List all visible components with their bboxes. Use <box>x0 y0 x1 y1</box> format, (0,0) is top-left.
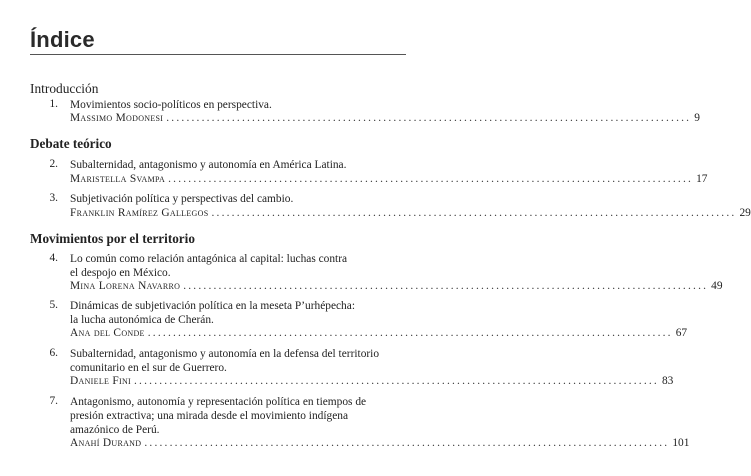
dot-leader: ........................................................................................................ <box>144 437 670 449</box>
dot-leader: ........................................................................................................ <box>147 327 673 339</box>
entry-title <box>70 98 460 112</box>
title-rule <box>30 54 406 55</box>
entry-author: Mina Lorena Navarro <box>70 280 181 292</box>
entry-title-line: Antagonismo, autonomía y representación política en tiempos de <box>70 396 367 408</box>
dot-leader: ........................................................................................................ <box>183 280 709 292</box>
entry-author: Ana del Conde <box>70 327 145 339</box>
entry-author: Franklin Ramírez Gallegos <box>70 207 209 219</box>
entry-page: 17 <box>696 173 708 185</box>
entry-number: 1. <box>49 98 58 110</box>
entry-title-line: comunitario en el sur de Guerrero. <box>70 362 227 374</box>
entry-author-line <box>70 207 751 221</box>
entry-title-line: Subalternidad, antagonismo y autonomía en América Latina. <box>70 159 347 171</box>
section-heading: Introducción <box>30 81 99 96</box>
section-heading: Debate teórico <box>30 136 112 151</box>
entry-title-line: Subjetivación política y perspectivas del cambio. <box>70 193 294 205</box>
entry-title-line: Lo común como relación antagónica al capital: luchas contra <box>70 253 348 265</box>
entry-number: 2. <box>49 158 58 170</box>
section-heading: Movimientos por el territorio <box>30 231 195 246</box>
entry-number: 3. <box>49 192 58 204</box>
entry-title-line: Subalternidad, antagonismo y autonomía en la defensa del territorio <box>70 348 380 360</box>
entry-number: 5. <box>49 299 58 311</box>
entry-title <box>70 192 460 206</box>
entry-number: 6. <box>49 347 58 359</box>
entry-number: 4. <box>49 252 58 264</box>
dot-leader: ........................................................................................................ <box>211 207 737 219</box>
entry-author: Daniele Fini <box>70 375 131 387</box>
entry-title-line: el despojo en México. <box>70 267 171 279</box>
entry-author-line <box>70 280 723 294</box>
entry-title-line: Dinámicas de subjetivación política en la meseta P’urhépecha: <box>70 300 355 312</box>
entry-author: Massimo Modonesi <box>70 112 164 124</box>
entry-title-line: Movimientos socio-políticos en perspectiva. <box>70 99 272 111</box>
entry-title <box>70 395 460 437</box>
dot-leader: ........................................................................................................ <box>134 375 659 387</box>
entry-author-line <box>70 327 688 341</box>
dot-leader: ........................................................................................................ <box>168 173 694 185</box>
entry-title <box>70 299 460 327</box>
entry-author-line <box>70 173 708 187</box>
entry-title <box>70 158 460 172</box>
entry-author: Anahí Durand <box>70 437 142 449</box>
entry-page: 101 <box>672 437 690 449</box>
page-title: Índice <box>30 27 95 52</box>
entry-title-line: presión extractiva; una mirada desde el movimiento indígena <box>70 410 349 422</box>
entry-title <box>70 347 460 375</box>
entry-author-line <box>70 375 674 389</box>
entry-page: 29 <box>739 207 751 219</box>
entry-title-line: amazónico de Perú. <box>70 424 160 436</box>
entry-page: 83 <box>661 375 674 387</box>
entry-page: 49 <box>711 280 723 292</box>
dot-leader: ........................................................................................................ <box>166 112 692 124</box>
entry-number: 7. <box>49 395 58 407</box>
entry-page: 67 <box>675 327 688 339</box>
entry-author-line <box>70 437 690 451</box>
entry-title-line: la lucha autonómica de Cherán. <box>70 314 214 326</box>
entry-title <box>70 252 460 280</box>
entry-author: Maristella Svampa <box>70 173 166 185</box>
entry-page: 9 <box>694 112 700 124</box>
entry-author-line <box>70 112 700 126</box>
